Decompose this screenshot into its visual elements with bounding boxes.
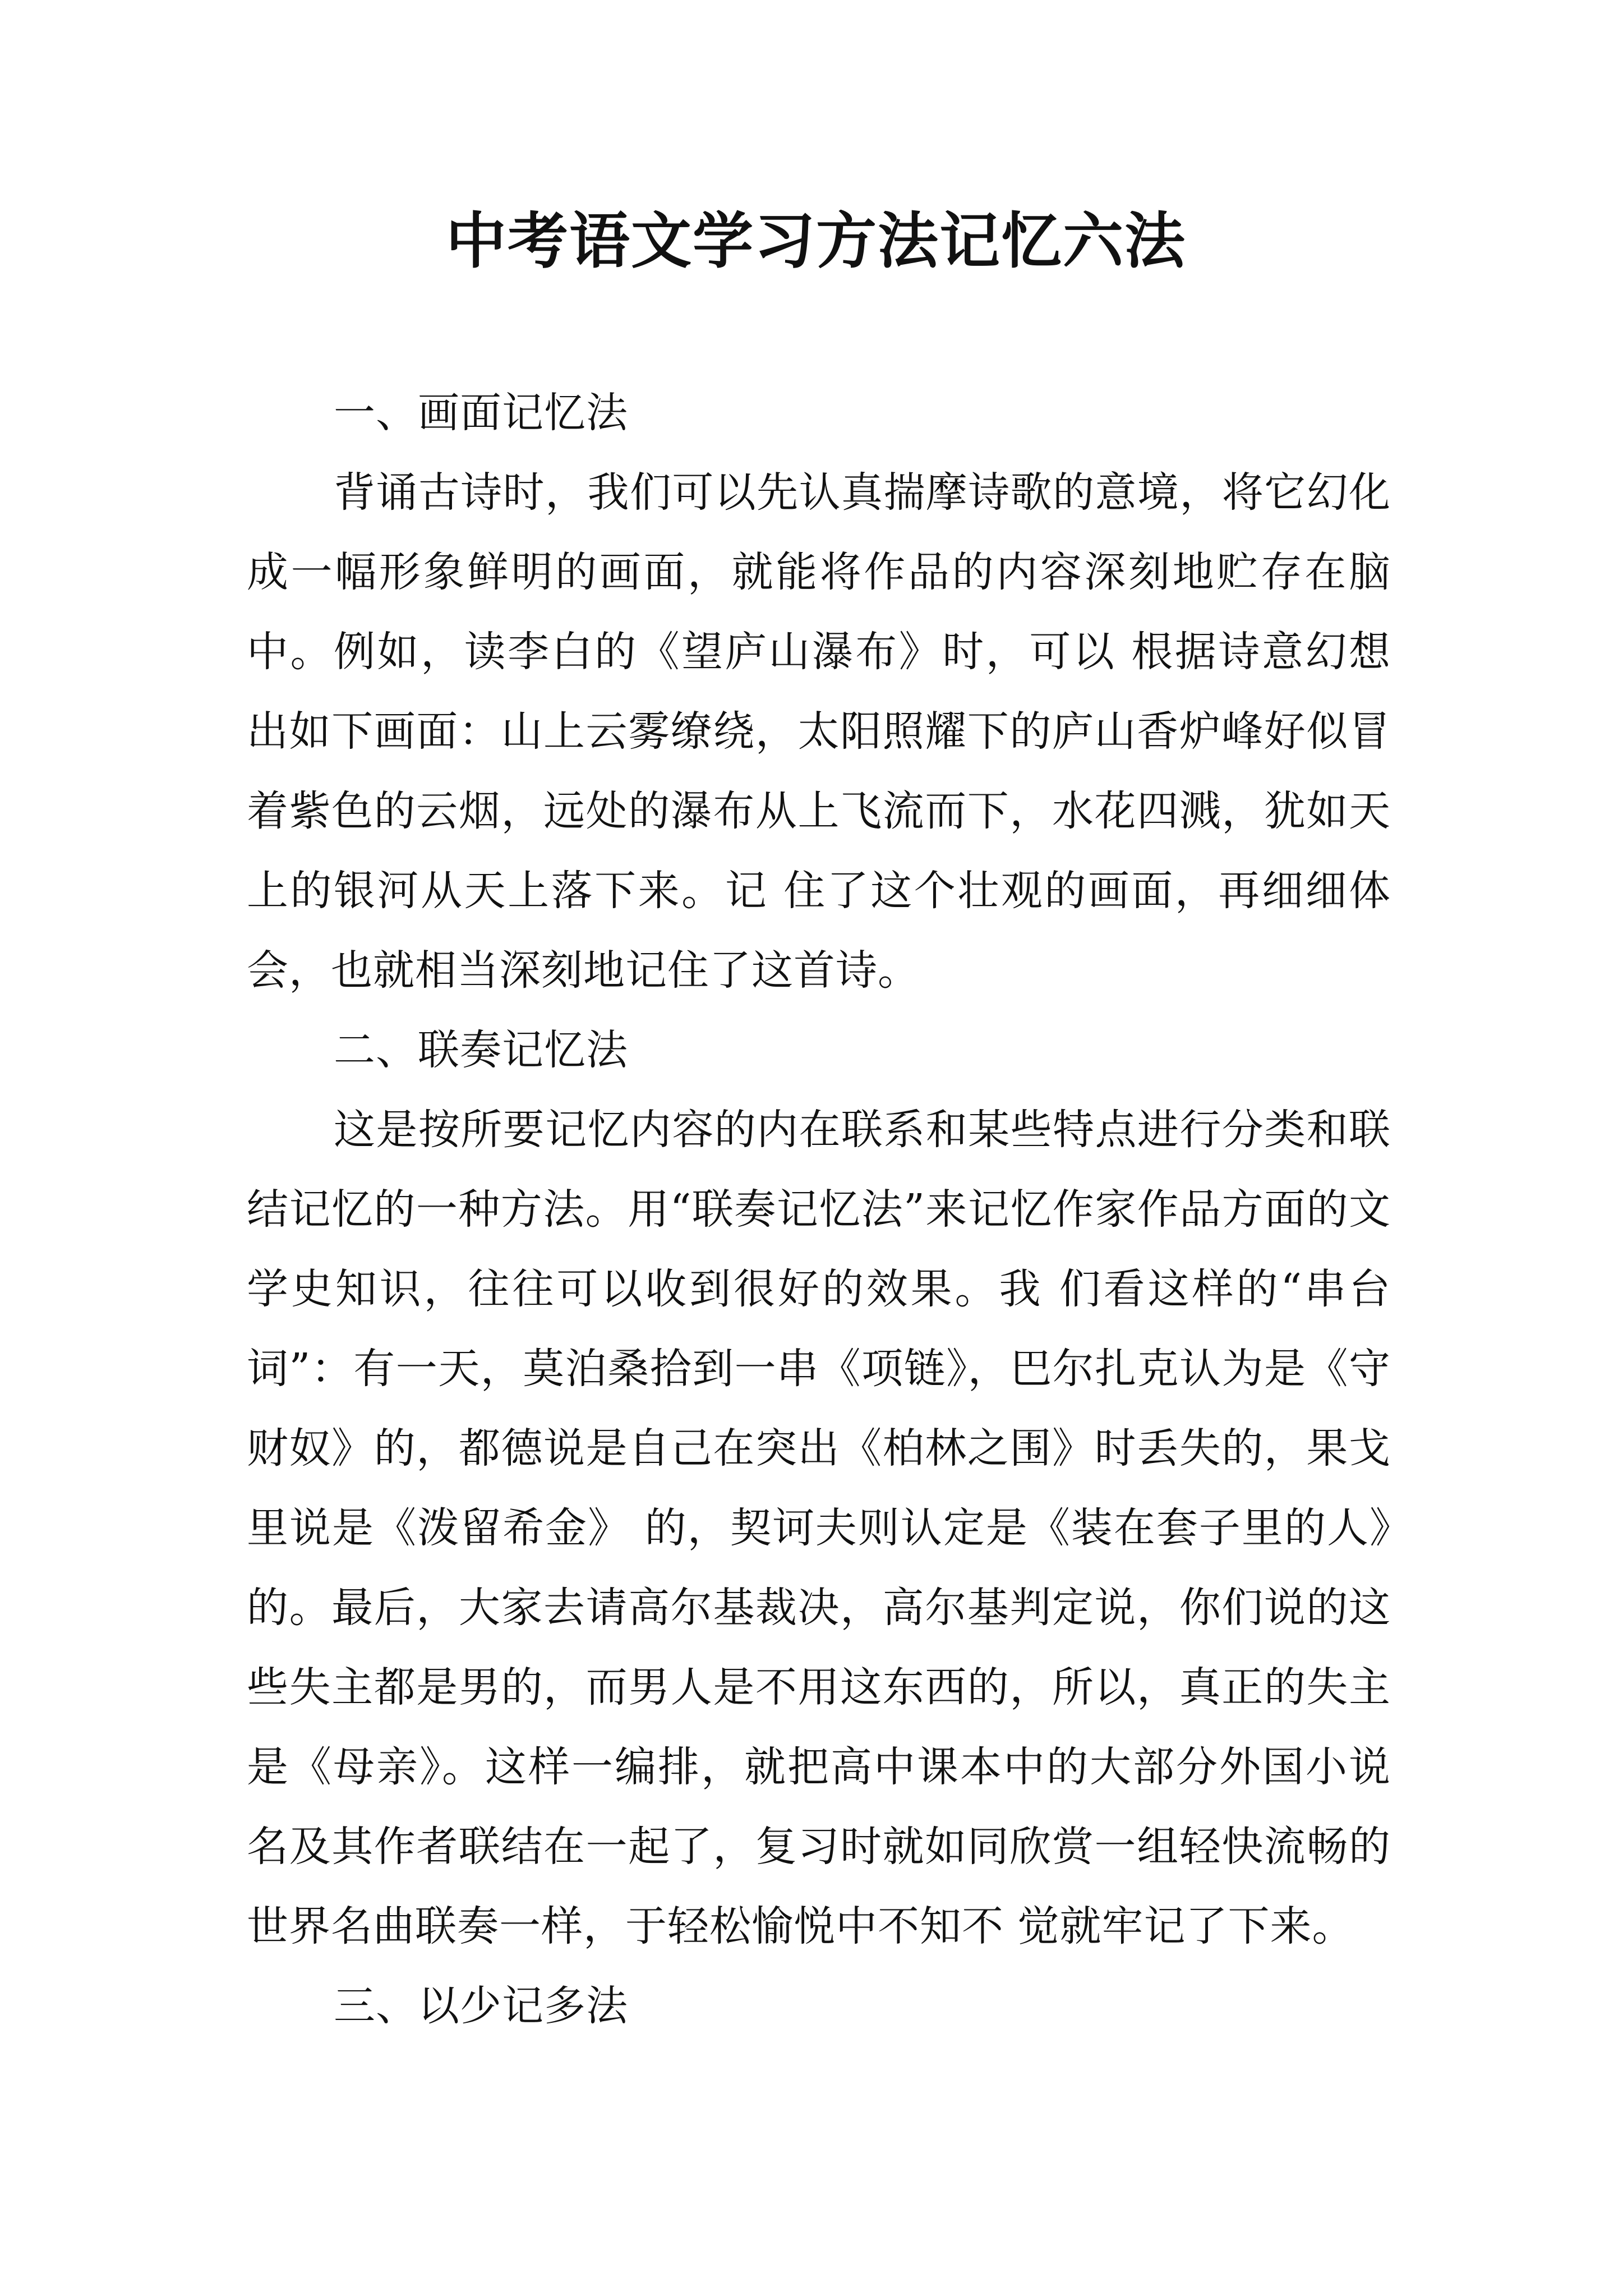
document-body (247, 373, 1391, 2046)
section-paragraph-2: 这是按所要记忆内容的内在联系和某些特点进行分类和联结记忆的一种方法。用“联奏记忆法”来记忆作家作品方面的文学史知识，往往可以收到很好的效果。我 们看这样的“串台词”：有一天，莫泊桑拾到一串《项链》，巴尔扎克认为是《守财奴》的，都德说是自己在突出《柏林之围》时丢失的，果戈里说是《泼留希金》 的，契诃夫则认定是《装在套子里的人》的。最后，大家去请高尔基裁决，高尔基判定说，你们说的这些失主都是男的，而男人是不用这东西的，所以，真正的失主 是《母亲》。这样一编排，就把高中课本中的大部分外国小说名及其作者联结在一起了，复习时就如同欣赏一组轻快流畅的世界名曲联奏一样，于轻松愉悦中不知不 觉就牢记了下来。 (247, 1106, 1391, 1950)
section-paragraph-1: 背诵古诗时，我们可以先认真揣摩诗歌的意境，将它幻化成一幅形象鲜明的画面，就能将作品的内容深刻地贮存在脑中。例如，读李白的《望庐山瀑布》时，可以 根据诗意幻想出如下画面：山上云雾缭绕，太阳照耀下的庐山香炉峰好似冒着紫色的云烟，远处的瀑布从上飞流而下，水花四溅，犹如天上的银河从天上落下来。记 住了这个壮观的画面，再细细体会，也就相当深刻地记住了这首诗。 (247, 468, 1391, 995)
section-heading-1: 一、画面记忆法 (334, 389, 628, 437)
section-heading-2: 二、联奏记忆法 (334, 1026, 628, 1074)
document-title: 中考语文学习方法记忆六法 (445, 206, 1186, 277)
section-heading-3: 三、以少记多法 (334, 1982, 628, 2030)
